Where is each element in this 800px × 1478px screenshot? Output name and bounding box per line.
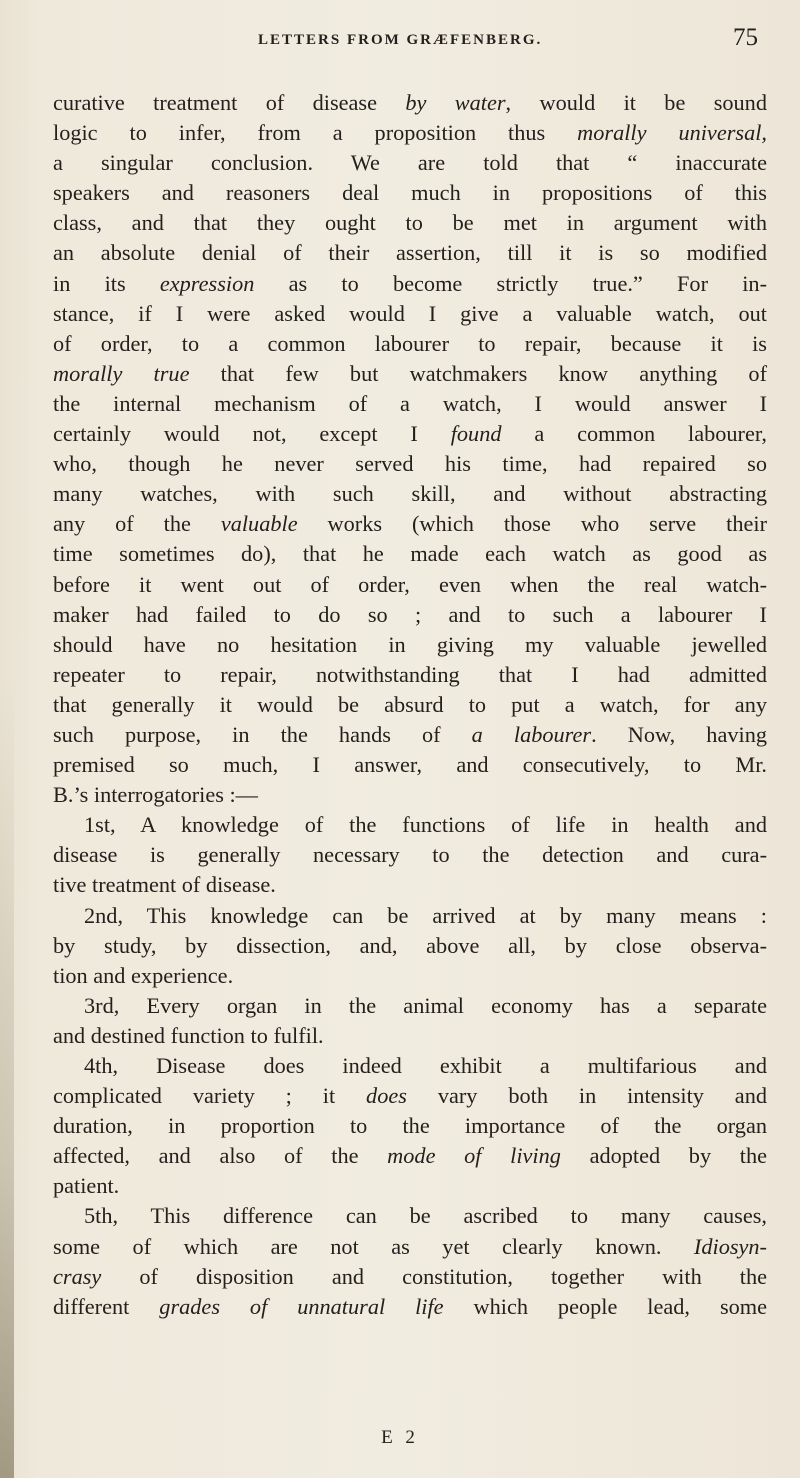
text-line: some of which are not as yet clearly known. Idiosyn- — [53, 1233, 767, 1259]
text-line: before it went out of order, even when the real watch- — [53, 571, 767, 597]
text-line: tive treatment of disease. — [53, 872, 276, 898]
text-line: 3rd, Every organ in the animal economy has a separate — [84, 992, 767, 1018]
text-line: who, though he never served his time, had repaired so — [53, 451, 767, 477]
text-line: certainly would not, except I found a common labourer, — [53, 421, 767, 447]
body-text — [53, 88, 767, 1322]
text-line: maker had failed to do so ; and to such a labourer I — [53, 601, 767, 627]
text-line: speakers and reasoners deal much in propositions of this — [53, 180, 767, 206]
text-line: in its expression as to become strictly true.” For in- — [53, 270, 767, 296]
text-line: should have no hesitation in giving my valuable jewelled — [53, 631, 767, 657]
text-line: curative treatment of disease by water, would it be sound — [53, 90, 767, 115]
text-line: a singular conclusion. We are told that “ inaccurate — [53, 150, 767, 176]
page-edge-shadow — [0, 680, 14, 1478]
text-line: 1st, A knowledge of the functions of life in health and — [84, 812, 767, 838]
text-line: 5th, This difference can be ascribed to many causes, — [84, 1203, 767, 1229]
text-line: crasy of disposition and constitution, together with the — [53, 1263, 767, 1289]
text-line: disease is generally necessary to the detection and cura- — [53, 842, 767, 868]
text-line: stance, if I were asked would I give a valuable watch, out — [53, 300, 767, 326]
text-line: repeater to repair, notwithstanding that I had admitted — [53, 661, 767, 687]
page-header — [258, 24, 758, 64]
text-line: complicated variety ; it does vary both in intensity and — [53, 1083, 768, 1109]
text-line: of order, to a common labourer to repair, because it is — [53, 330, 767, 356]
text-line: by study, by dissection, and, above all, by close observa- — [53, 932, 767, 958]
text-line: tion and experience. — [53, 962, 234, 988]
text-line: many watches, with such skill, and without abstracting — [53, 481, 767, 507]
text-line: any of the valuable works (which those who serve their — [53, 511, 767, 537]
text-line: class, and that they ought to be met in argument with — [53, 210, 767, 236]
text-line: affected, and also of the mode of living adopted by the — [53, 1143, 767, 1169]
text-line: patient. — [53, 1173, 120, 1199]
text-line: that generally it would be absurd to put a watch, for any — [53, 691, 767, 717]
text-line: and destined function to fulfil. — [53, 1022, 324, 1048]
text-line: an absolute denial of their assertion, till it is so modified — [53, 240, 767, 266]
text-line: time sometimes do), that he made each watch as good as — [53, 541, 767, 567]
text-line: morally true that few but watchmakers know anything of — [53, 360, 767, 386]
text-line: duration, in proportion to the importance of the organ — [53, 1113, 767, 1139]
text-line: such purpose, in the hands of a labourer. Now, having — [53, 721, 767, 747]
text-line: logic to infer, from a proposition thus morally universal, — [53, 120, 767, 146]
page-number: 75 — [733, 24, 758, 51]
text-line: 4th, Disease does indeed exhibit a multifarious and — [84, 1053, 767, 1078]
text-line: 2nd, This knowledge can be arrived at by many means : — [84, 902, 767, 928]
signature-mark: E 2 — [381, 1427, 419, 1448]
text-line: different grades of unnatural life which people lead, some — [53, 1293, 768, 1319]
text-line: premised so much, I answer, and consecutively, to Mr. — [53, 752, 767, 778]
text-line: B.’s interrogatories :— — [53, 782, 258, 808]
running-head: LETTERS FROM GRÆFENBERG. — [258, 32, 543, 48]
text-line: the internal mechanism of a watch, I would answer I — [53, 390, 767, 416]
